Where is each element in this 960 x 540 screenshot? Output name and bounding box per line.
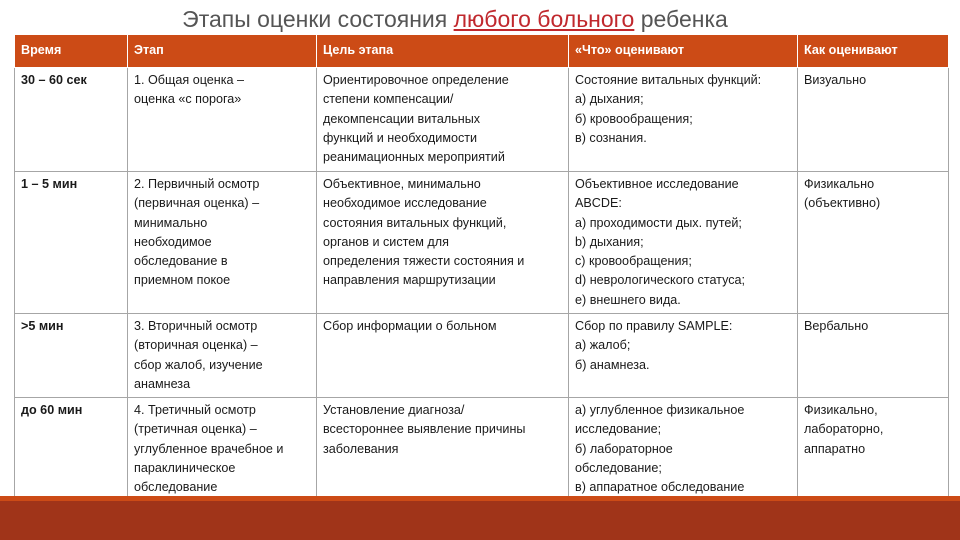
stage-line: приемном покое: [134, 273, 231, 288]
what-line: Объективное исследование: [575, 177, 739, 191]
cell-stage: [128, 398, 317, 500]
cell-how: [798, 314, 949, 398]
footer-bar: [0, 496, 960, 540]
goal-line: заболевания: [323, 441, 399, 456]
assessment-stages-table: [14, 34, 949, 500]
table-row: [15, 172, 949, 314]
what-line: d) неврологического статуса;: [575, 273, 746, 288]
cell-stage: [128, 314, 317, 398]
goal-line: степени компенсации/: [323, 92, 454, 107]
what-line: обследование;: [575, 460, 662, 475]
what-line: в) аппаратное обследование: [575, 480, 745, 495]
stage-line: параклиническое: [134, 460, 236, 475]
cell-stage: [128, 172, 317, 314]
cell-stage: [128, 68, 317, 172]
table-header-row: [15, 35, 949, 68]
what-line: b) дыхания;: [575, 234, 644, 249]
goal-line: функций и необходимости: [323, 130, 478, 145]
table-row: [15, 314, 949, 398]
table-row: [15, 398, 949, 500]
stage-line: (первичная оценка) –: [134, 196, 260, 211]
stage-line: минимально: [134, 215, 208, 230]
stage-line: обследование: [134, 480, 218, 495]
stage-line: 2. Первичный осмотр: [134, 177, 260, 191]
title-part-1: Этапы оценки состояния: [182, 6, 454, 32]
what-line: а) дыхания;: [575, 92, 644, 107]
how-line: Физикально,: [804, 403, 878, 417]
cell-goal: [317, 314, 569, 398]
cell-goal: [317, 172, 569, 314]
cell-how: [798, 172, 949, 314]
cell-goal: [317, 398, 569, 500]
cell-how: [798, 398, 949, 500]
what-line: а) углубленное физикальное: [575, 403, 745, 417]
title-highlight: любого больного: [453, 6, 635, 32]
slide-title: [0, 4, 910, 34]
what-line: исследование;: [575, 422, 662, 437]
goal-line: органов и систем для: [323, 234, 449, 249]
what-line: в) сознания.: [575, 130, 647, 145]
how-line: Визуально: [804, 73, 867, 87]
what-line: ABCDE:: [575, 196, 622, 211]
stage-line: (третичная оценка) –: [134, 422, 257, 437]
cell-how: [798, 68, 949, 172]
how-line: Физикально: [804, 177, 875, 191]
title-part-2: ребенка: [634, 6, 728, 32]
goal-line: состояния витальных функций,: [323, 215, 507, 230]
what-line: a) проходимости дых. путей;: [575, 215, 742, 230]
goal-line: Ориентировочное определение: [323, 73, 509, 87]
what-line: а) жалоб;: [575, 338, 631, 353]
stage-line: сбор жалоб, изучение: [134, 357, 263, 372]
stage-line: необходимое: [134, 234, 212, 249]
table-row: [15, 68, 949, 172]
stage-line: углубленное врачебное и: [134, 441, 284, 456]
header-what: «Что» оценивают: [569, 35, 798, 68]
cell-what: [569, 314, 798, 398]
goal-line: Сбор информации о больном: [323, 319, 497, 333]
what-line: б) лабораторное: [575, 441, 673, 456]
cell-what: [569, 68, 798, 172]
what-line: б) кровообращения;: [575, 111, 693, 126]
cell-time: до 60 мин: [15, 398, 128, 500]
cell-time: 1 – 5 мин: [15, 172, 128, 314]
stage-line: (вторичная оценка) –: [134, 338, 258, 353]
cell-what: [569, 398, 798, 500]
stage-line: 4. Третичный осмотр: [134, 403, 256, 417]
cell-goal: [317, 68, 569, 172]
how-line: (объективно): [804, 196, 881, 211]
stage-line: анамнеза: [134, 376, 191, 391]
what-line: б) анамнеза.: [575, 357, 650, 372]
header-stage: Этап: [128, 35, 317, 68]
how-line: Вербально: [804, 319, 869, 333]
how-line: лабораторно,: [804, 422, 884, 437]
what-line: c) кровообращения;: [575, 254, 692, 269]
what-line: Сбор по правилу SAMPLE:: [575, 319, 733, 333]
goal-line: декомпенсации витальных: [323, 111, 481, 126]
goal-line: всестороннее выявление причины: [323, 422, 526, 437]
cell-time: >5 мин: [15, 314, 128, 398]
goal-line: направления маршрутизации: [323, 273, 496, 288]
goal-line: реанимационных мероприятий: [323, 150, 505, 165]
cell-time: 30 – 60 сек: [15, 68, 128, 172]
header-goal: Цель этапа: [317, 35, 569, 68]
stage-line: 1. Общая оценка –: [134, 73, 245, 87]
what-line: Состояние витальных функций:: [575, 73, 762, 87]
goal-line: определения тяжести состояния и: [323, 254, 525, 269]
header-how: Как оценивают: [798, 35, 949, 68]
how-line: аппаратно: [804, 441, 866, 456]
stage-line: оценка «с порога»: [134, 92, 242, 107]
goal-line: необходимое исследование: [323, 196, 487, 211]
stage-line: 3. Вторичный осмотр: [134, 319, 258, 333]
goal-line: Объективное, минимально: [323, 177, 481, 191]
what-line: e) внешнего вида.: [575, 292, 681, 307]
cell-what: [569, 172, 798, 314]
stage-line: обследование в: [134, 254, 228, 269]
header-time: Время: [15, 35, 128, 68]
goal-line: Установление диагноза/: [323, 403, 465, 417]
